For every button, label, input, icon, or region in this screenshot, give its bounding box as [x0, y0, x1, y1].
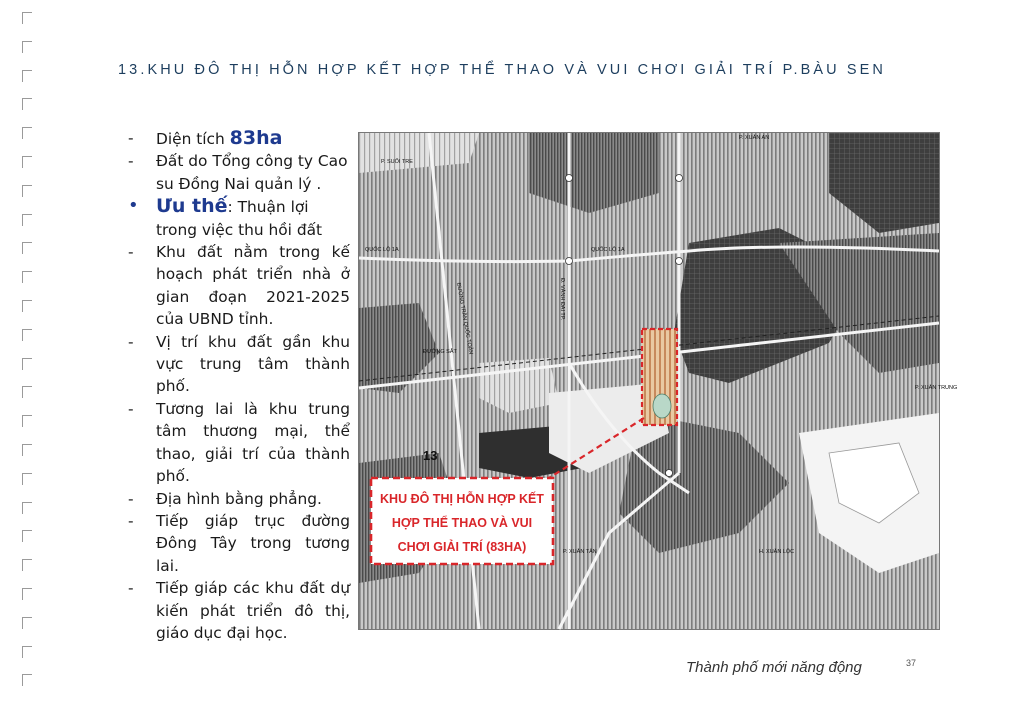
- label-xuan-tan: P. XUÂN TÂN: [563, 549, 597, 555]
- area-value: 83ha: [229, 127, 283, 149]
- advantage-label: Ưu thế: [156, 195, 228, 218]
- page-number: 37: [906, 658, 917, 668]
- binding-mark: [22, 617, 32, 629]
- binding-mark: [22, 444, 32, 456]
- binding-mark: [22, 214, 32, 226]
- callout-line-1: KHU ĐÔ THỊ HỖN HỢP KẾT: [380, 492, 544, 506]
- area-label: Diện tích: [156, 130, 230, 148]
- binding-mark: [22, 300, 32, 312]
- binding-mark: [22, 386, 32, 398]
- label-suoi-tre: P. SUỐI TRE: [381, 159, 413, 165]
- site-number: 13: [423, 448, 438, 463]
- binding-mark: [22, 185, 32, 197]
- future-text: Tương lai là khu trung tâm thương mại, thể thao, giải trí của thành phố.: [156, 399, 350, 486]
- list-item-adjacent: - Tiếp giáp các khu đất dự kiến phát triển đô thị, giáo dục đại học.: [128, 579, 350, 642]
- housing-plan-text: Khu đất nằm trong kế hoạch phát triển nhà ở gian đoạn 2021-2025 của UBND tỉnh.: [156, 243, 350, 329]
- page-title: 13.KHU ĐÔ THỊ HỖN HỢP KẾT HỢP THỂ THAO VÀ VUI CHƠI GIẢI TRÍ P.BÀU SEN: [118, 62, 886, 78]
- list-item-owner: - Đất do Tổng công ty Cao su Đồng Nai quản lý .: [128, 152, 348, 193]
- binding-mark: [22, 12, 32, 24]
- binding-mark: [22, 98, 32, 110]
- list-item-east-west: - Tiếp giáp trục đường Đông Tây trong tương lai.: [128, 511, 350, 575]
- binding-mark: [22, 41, 32, 53]
- east-west-text: Tiếp giáp trục đường Đông Tây trong tương lai.: [156, 511, 350, 575]
- binding-mark: [22, 156, 32, 168]
- binding-mark: [22, 588, 32, 600]
- binding-mark: [22, 271, 32, 283]
- label-ql1a-mid: QUỐC LỘ 1A: [591, 247, 625, 253]
- binding-marks: [22, 12, 36, 712]
- binding-mark: [22, 674, 32, 686]
- list-item-location: - Vị trí khu đất gần khu vực trung tâm thành phố.: [128, 332, 350, 396]
- footer-tagline: Thành phố mới năng động: [686, 659, 862, 676]
- label-road-vertical-1: ĐƯỜNG TRẦN QUỐC TOẢN: [455, 282, 474, 355]
- binding-mark: [22, 646, 32, 658]
- adjacent-text: Tiếp giáp các khu đất dự kiến phát triển đô thị, giáo dục đại học.: [156, 579, 350, 642]
- label-road-vertical-2: Đ. VÀNH ĐAI TP.: [559, 278, 565, 321]
- binding-mark: [22, 329, 32, 341]
- binding-mark: [22, 242, 32, 254]
- site-park: [653, 394, 671, 418]
- binding-mark: [22, 530, 32, 542]
- list-item-future: - Tương lai là khu trung tâm thương mại, thể thao, giải trí của thành phố.: [128, 399, 350, 486]
- map-svg: [359, 133, 958, 629]
- label-rail: ĐƯỜNG SẮT: [423, 349, 457, 355]
- info-list: [118, 127, 350, 644]
- location-map: [358, 132, 958, 630]
- owner-text: Đất do Tổng công ty Cao su Đồng Nai quản lý .: [156, 152, 348, 193]
- binding-mark: [22, 473, 32, 485]
- location-text: Vị trí khu đất gần khu vực trung tâm thành phố.: [156, 332, 350, 396]
- terrain-text: Địa hình bằng phẳng.: [156, 489, 322, 508]
- binding-mark: [22, 415, 32, 427]
- list-item-housing-plan: - Khu đất nằm trong kế hoạch phát triển nhà ở gian đoạn 2021-2025 của UBND tỉnh.: [128, 243, 350, 329]
- binding-mark: [22, 70, 32, 82]
- binding-mark: [22, 502, 32, 514]
- label-xuan-loc: H. XUÂN LỘC: [759, 549, 795, 555]
- advantage-text: : Thuận lợi trong việc thu hồi đất: [156, 198, 323, 239]
- binding-mark: [22, 127, 32, 139]
- list-item-advantage: • Ưu thế: Thuận lợi trong việc thu hồi đất: [128, 195, 323, 239]
- list-item-terrain: - Địa hình bằng phẳng.: [128, 489, 322, 508]
- callout-line-2: HỢP THỂ THAO VÀ VUI: [391, 516, 533, 530]
- list-item-area: - Diện tích 83ha: [128, 127, 283, 149]
- binding-mark: [22, 559, 32, 571]
- label-xuan-an: P. XUÂN AN: [739, 135, 770, 141]
- site-boundary: [642, 329, 677, 425]
- binding-mark: [22, 358, 32, 370]
- callout-box: [371, 478, 553, 564]
- callout-line-3: CHƠI GIẢI TRÍ (83HA): [397, 540, 527, 554]
- label-xuan-trung: P. XUÂN TRUNG: [915, 385, 958, 391]
- label-ql1a-left: QUỐC LỘ 1A: [365, 247, 399, 253]
